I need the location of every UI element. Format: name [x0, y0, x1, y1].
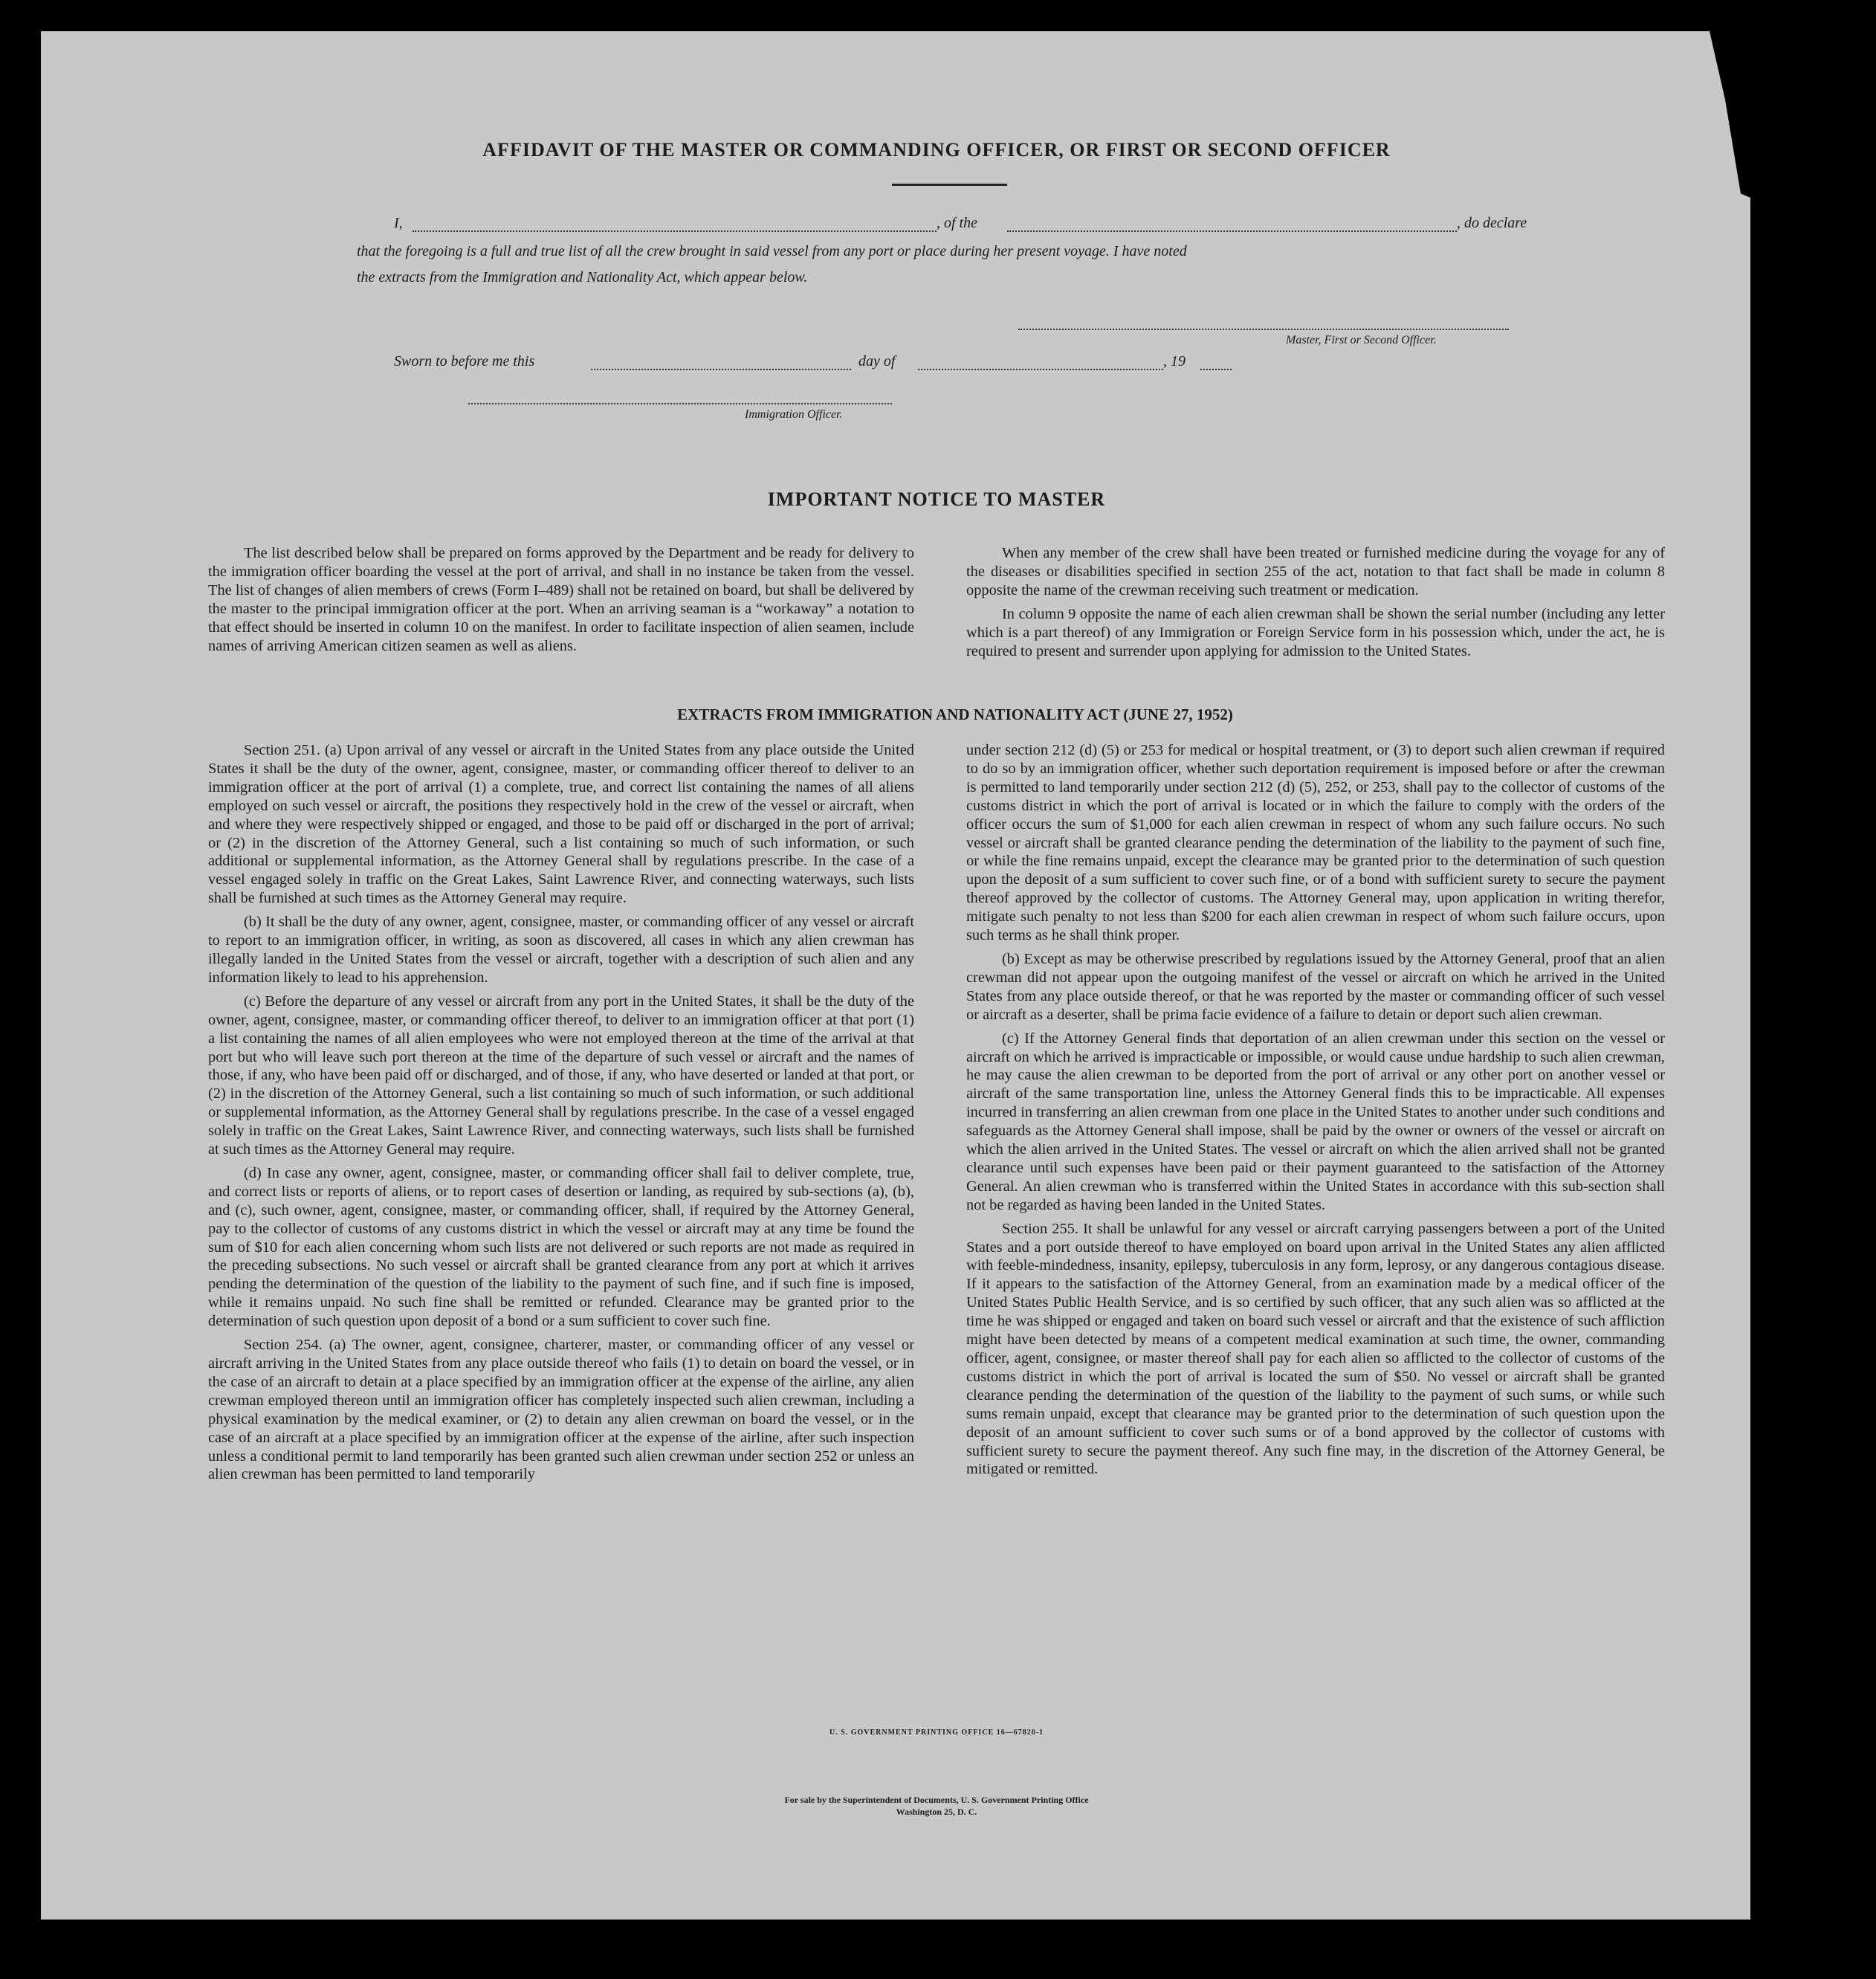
extracts-right-column — [966, 741, 1665, 1484]
section-254-b: (b) Except as may be otherwise prescribed by regulations issued by the Attorney General, proof that an alien crewman did not appear upon the outgoing manifest of the vessel or aircraft on which he arrived in the United States from any place outside thereof, or that he was reported by the master or commanding officer of such vessel or aircraft as a deserter, shall be prima facie evidence of a failure to detain or deport such alien crewman. — [966, 950, 1665, 1023]
day-of-label: day of — [858, 353, 896, 369]
affidavit-title: AFFIDAVIT OF THE MASTER OR COMMANDING OFFICER, OR FIRST OR SECOND OFFICER — [482, 139, 1391, 161]
printing-office-line: U. S. GOVERNMENT PRINTING OFFICE 16—67820-1 — [829, 1728, 1044, 1737]
declaration-line-1: that the foregoing is a full and true list of all the crew brought in said vessel from any port or place during her present voyage. I have noted — [357, 243, 1187, 259]
declaration-line-2: the extracts from the Immigration and Nationality Act, which appear below. — [357, 269, 808, 285]
extracts-title: EXTRACTS FROM IMMIGRATION AND NATIONALITY ACT (JUNE 27, 1952) — [677, 706, 1233, 723]
master-signature-caption: Master, First or Second Officer. — [1286, 334, 1437, 346]
binder-hole — [1765, 618, 1796, 649]
name-blank[interactable] — [413, 230, 937, 232]
section-251-c: (c) Before the departure of any vessel or aircraft from any port in the United States, it shall be the duty of the owner, agent, consignee, master, or commanding officer thereof, to deliver to an immigration officer at that port (1) a list containing the names of all alien employees who were not employed thereon at the time of the arrival at that port but who will leave such port thereon at the time of the departure of such vessel or aircraft and the names of those, if any, who have been paid off or discharged, and of those, if any, who have deserted or landed at that port, or (2) in the discretion of the Attorney General, such a list containing so much of such information, or such additional or supplemental information, as the Attorney General shall by regulations prescribe. In the case of a vessel engaged solely in traffic on the Great Lakes, Saint Lawrence River, and connecting waterways, such lists shall be furnished at such times as the Attorney General may require. — [208, 992, 914, 1158]
notice-right-paragraph-2: In column 9 opposite the name of each alien crewman shall be shown the serial number (including any letter which is a part thereof) of any Immigration or Foreign Service form in his possession which, under the act, he is required to present and surrender upon applying for admission to the United States. — [966, 605, 1665, 659]
notice-title: IMPORTANT NOTICE TO MASTER — [767, 488, 1106, 510]
binder-hole — [1765, 326, 1796, 358]
section-254-a: Section 254. (a) The owner, agent, consignee, charterer, master, or commanding officer of any vessel or aircraft arriving in the United States from any place outside thereof who fails (1) to detain on board the vessel, or in the case of an aircraft to detain at a place specified by an immigration officer at the expense of the airline, any alien crewman employed thereon until an immigration officer has completely inspected such alien crewman, including a physical examination by the medical examiner, or (2) to detain any alien crewman on board the vessel, or in the case of an aircraft at a place specified by an immigration officer at the expense of the airline, after such inspection unless a conditional permit to land temporarily has been granted such alien crewman under section 252 or unless an alien crewman has been permitted to land temporarily — [208, 1337, 914, 1483]
section-254-c: (c) If the Attorney General finds that deportation of an alien crewman under this section on the vessel or aircraft on which he arrived is impracticable or impossible, or would cause undue hardship to such alien crewman, he may cause the alien crewman to be deported from the port of arrival or any other port on another vessel or aircraft of the same transportation line, unless the Attorney General finds this to be impracticable. All expenses incurred in transferring an alien crewman from one place in the United States to another under such conditions and safeguards as the Attorney General shall impose, shall be paid by the owner or owners of the vessel or aircraft on which the alien arrived in the United States. The vessel or aircraft on which the alien arrived shall not be granted clearance until such expenses have been paid or their payment guaranteed to the satisfaction of the Attorney General. An alien crewman who is transferred within the United States in accordance with this sub-section shall not be regarded as having been landed in the United States. — [966, 1030, 1665, 1213]
notice-left-paragraph: The list described below shall be prepared on forms approved by the Department and be ready for delivery to the immigration officer boarding the vessel at the port of arrival, and shall in no instance be taken from the vessel. The list of changes of alien members of crews (Form I–489) shall not be retained on board, but shall be delivered by the master to the principal immigration officer at the port. When an arriving seaman is a “workaway” a notation to that effect should be inserted in column 10 on the manifest. In order to facilitate inspection of alien seamen, include names of arriving American citizen seamen as well as aliens. — [208, 545, 914, 654]
sworn-month-blank[interactable] — [918, 369, 1163, 370]
binder-hole — [1765, 1372, 1796, 1404]
binder-hole — [1765, 717, 1796, 749]
immigration-officer-signature-line[interactable] — [468, 403, 892, 404]
section-251-a: Section 251. (a) Upon arrival of any vessel or aircraft in the United States from any place outside the United States it shall be the duty of the owner, agent, consignee, master, or commanding officer thereof to deliver to an immigration officer at the port of arrival (1) a complete, true, and correct list containing the names of all aliens employed on such vessel or aircraft, the positions they respectively hold in the crew of the vessel or aircraft, when and where they were respectively shipped or engaged, and those to be paid off or discharged in the port of arrival; or (2) in the discretion of the Attorney General, such a list containing so much of such information, or such additional or supplemental information, as the Attorney General shall by regulations prescribe. In the case of a vessel engaged solely in traffic on the Great Lakes, Saint Lawrence River, and connecting waterways, such lists shall be furnished at such times as the Attorney General may require. — [208, 742, 914, 907]
immigration-officer-caption: Immigration Officer. — [745, 408, 843, 421]
binder-hole — [1765, 1662, 1796, 1694]
do-declare-label: , do declare — [1457, 215, 1527, 231]
sale-line-1: For sale by the Superintendent of Documents, U. S. Government Printing Office — [784, 1795, 1089, 1805]
section-254-a-continued: under section 212 (d) (5) or 253 for medical or hospital treatment, or (3) to deport such alien crewman if required to do so by an immigration officer, whether such deportation requirement is imposed before or after the crewman is permitted to land temporarily under section 212 (d) (5), 252, or 253, shall pay to the collector of customs of the customs district in which the port of arrival is located or in which the failure to comply with the orders of the officer occurs the sum of $1,000 for each alien crewman in respect of whom any such failure occurs. No such vessel or aircraft shall be granted clearance pending the determination of the liability to the payment of such fine, or while the fine remains unpaid, except the clearance may be granted prior to the determination of such question upon the deposit of a sum sufficient to cover such fine, or of a bond with sufficient surety to secure the payment thereof approved by the collector of customs. The Attorney General may, upon application in writing therefor, mitigate such penalty to not less than $200 for each alien crewman in respect of whom such failure occurs, upon such terms as he shall think proper. — [966, 742, 1665, 944]
extracts-left-column — [208, 741, 914, 1489]
binder-hole — [1765, 226, 1796, 257]
title-rule — [892, 184, 1007, 186]
vessel-blank[interactable] — [1007, 230, 1457, 232]
sworn-label: Sworn to before me this — [394, 353, 535, 369]
i-label: I, — [394, 215, 403, 231]
master-signature-line[interactable] — [1018, 329, 1509, 330]
section-251-b: (b) It shall be the duty of any owner, agent, consignee, master, or commanding officer of any vessel or aircraft to report to an immigration officer, in writing, as soon as discovered, all cases in which any alien crewman has illegally landed in the United States from the vessel or aircraft, together with a description of such alien and any information likely to lead to his apprehension. — [208, 914, 914, 986]
of-the-label: , of the — [937, 215, 977, 231]
notice-right-paragraph-1: When any member of the crew shall have been treated or furnished medicine during the voyage for any of the diseases or disabilities specified in section 255 of the act, notation to that fact shall be made in column 8 opposite the name of the crewman receiving such treatment or medication. — [966, 545, 1665, 598]
document-page — [41, 31, 1750, 1920]
sworn-day-blank[interactable] — [591, 369, 851, 370]
binder-hole — [1765, 1760, 1796, 1791]
notice-right-column — [966, 544, 1665, 665]
section-251-d: (d) In case any owner, agent, consignee, master, or commanding officer shall fail to deliver complete, true, and correct lists or reports of aliens, or to report cases of desertion or landing, as required by sub-sections (a), (b), and (c), such owner, agent, consignee, master, or commanding officer, shall, if required by the Attorney General, pay to the collector of customs of any customs district in which the vessel or aircraft may at any time be found the sum of $10 for each alien concerning whom such lists are not delivered or such reports are not made as required in the preceding subsections. No such vessel or aircraft shall be granted clearance from any port at which it arrives pending the determination of the question of the liability to the payment of such fine, and if such fine is imposed, while it remains unpaid. No such fine shall be remitted or refunded. Clearance may be granted prior to the determination of such question upon deposit of a bond or a sum sufficient to cover such fine. — [208, 1164, 914, 1330]
section-255: Section 255. It shall be unlawful for any vessel or aircraft carrying passengers between a port of the United States and a port outside thereof to have employed on board upon arrival in the United States any alien afflicted with feeble-mindedness, insanity, epilepsy, tuberculosis in any form, leprosy, or any dangerous contagious disease. If it appears to the satisfaction of the Attorney General, from an examination made by a medical officer of the United States Public Health Service, and is so certified by such officer, that any such alien was so afflicted at the time he was shipped or engaged and taken on board such vessel or aircraft and that the existence of such affliction might have been detected by means of a competent medical examination at such time, the owner, commanding officer, agent, consignee, or master thereof shall pay for each alien so afflicted to the collector of customs of the customs district in which the port of arrival is located the sum of $50. No vessel or aircraft shall be granted clearance pending the determination of the question of the liability to the payment of such sums, or while such sums remain unpaid, except that clearance may be granted prior to the determination of such question upon the deposit of an amount sufficient to cover such sums or of a bond approved by the collector of customs with sufficient surety to secure the payment thereof. Any such fine may, in the discretion of the Attorney General, be mitigated or remitted. — [966, 1220, 1665, 1478]
binder-hole — [1765, 1273, 1796, 1304]
year-blank[interactable] — [1200, 369, 1232, 370]
sale-line-2: Washington 25, D. C. — [896, 1807, 977, 1817]
notice-left-column — [208, 544, 914, 660]
year-prefix: , 19 — [1163, 353, 1186, 369]
